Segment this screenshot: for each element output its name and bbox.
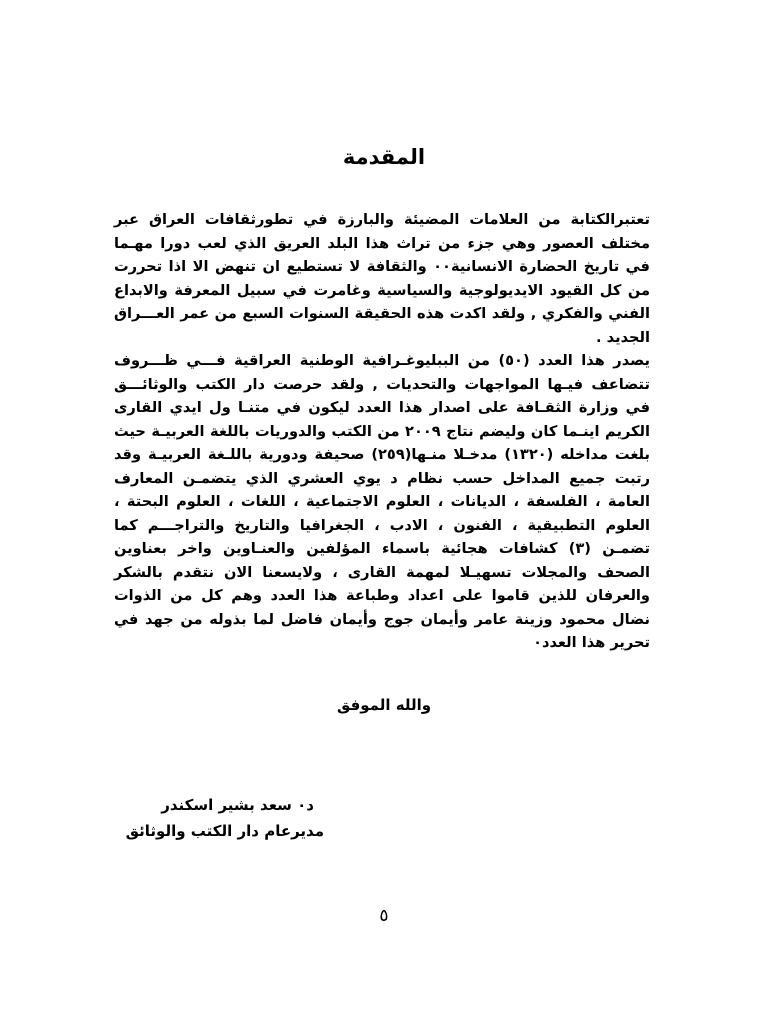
signature-name: د٠ سعد بشير اسكندر bbox=[161, 796, 314, 814]
signature-position: مديرعام دار الكتب والوثائق bbox=[125, 822, 324, 840]
document-body bbox=[114, 208, 650, 655]
closing-phrase: والله الموفق bbox=[336, 696, 432, 714]
document-title: المقدمة bbox=[342, 145, 426, 169]
page-number: ٥ bbox=[379, 906, 389, 926]
body-paragraph-1: تعتبرالكتابة من العلامات المضيئة والبارزة في تطورثقافات العراق عبر مختلف العصور وهي جزء من تراث هذا البلد العريق الذي لعب دورا مهـما في تاريخ الحضارة الانسانية٠٠ والثقافة لا تستطيع ان تنهض الا اذا تحررت من كل القيود الايديولوجية والسياسية وغامرت في سبيل المعرفة والابداع الفني والفكري , ولقد اكدت هذه الحقيقة السنوات السبع من عمر العـــراق الجديد . bbox=[114, 211, 650, 346]
body-paragraph-2: يصدر هذا العدد (٥٠) من الببليوغـرافية الوطنية العراقية فـــي ظـــروف تتضاعف فيـها المواجهات والتحديات , ولقد حرصت دار الكتب والوثائـــق في وزارة الثقـافة على اصدار هذا العدد ليكون في متنـا ول ايدي القارى الكريم اينـما كان وليضم نتاج ٢٠٠٩ من الكتب والدوريات باللغة العربيـة حيث بلغت مداخله (١٣٢٠) مدخـلا منـها(٢٥٩) صحيفة ودورية باللـغة العربيـة وقد رتبت جميع المداخل حسب نظام د يوي العشري الذي يتضمـن المعارف العامة ، الفلسفة ، الديانات ، العلوم الاجتماعية ، اللغات ، العلوم البحتة ، العلوم التطبيقية ، الفنون ، الادب ، الجغرافيا والتاريخ والتراجـــم كما تضمـن (٣) كشافات هجائية باسماء المؤلفين والعنـاوين واخر بعناوين الصحف والمجلات تسهيـلا لمهمة القارى ، ولايسعنا الان نتقدم بالشكر والعرفان للذين قاموا على اعداد وطباعة هذا العدد وهم كل من الذوات نضال محمود وزينة عامر وأيمان جوج وأيمان فاضل لما بذوله من جهد في تحرير هذا العدد٠ bbox=[114, 352, 650, 651]
signature-block bbox=[114, 792, 324, 844]
